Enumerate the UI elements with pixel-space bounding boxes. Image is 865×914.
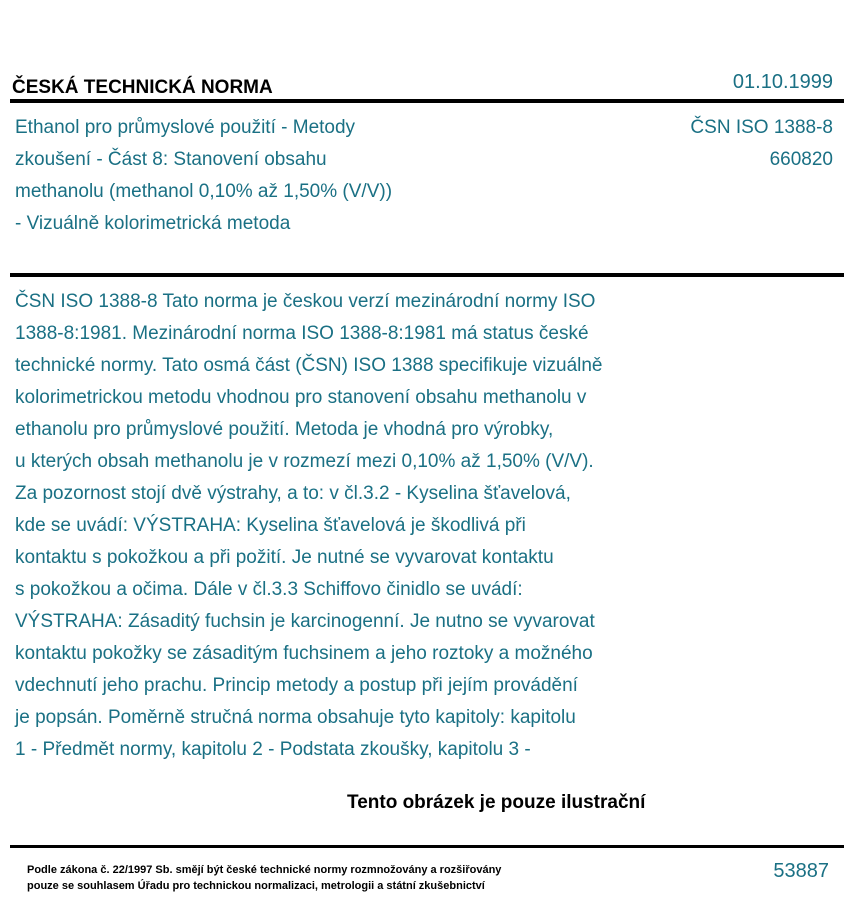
abstract-line: kontaktu pokožky se zásaditým fuchsinem a jeho roztoky a možného	[15, 643, 593, 664]
abstract-line: ČSN ISO 1388-8 Tato norma je českou verzí mezinárodní normy ISO	[15, 291, 596, 312]
abstract-line: kolorimetrickou metodu vhodnou pro stanovení obsahu methanolu v	[15, 387, 587, 408]
abstract-line: Za pozornost stojí dvě výstrahy, a to: v čl.3.2 - Kyselina šťavelová,	[15, 483, 571, 504]
document-header	[10, 70, 843, 100]
abstract-line: kontaktu s pokožkou a při požití. Je nutné se vyvarovat kontaktu	[15, 547, 554, 568]
standard-codes	[690, 112, 833, 176]
publication-date: 01.10.1999	[732, 71, 833, 93]
abstract-line: VÝSTRAHA: Zásaditý fuchsin je karcinogenní. Je nutno se vyvarovat	[15, 611, 595, 632]
abstract-line: 1 - Předmět normy, kapitolu 2 - Podstata zkoušky, kapitolu 3 -	[15, 739, 531, 760]
title-line: zkoušení - Část 8: Stanovení obsahu	[15, 149, 327, 170]
abstract-line: kde se uvádí: VÝSTRAHA: Kyselina šťavelová je škodlivá při	[15, 515, 526, 536]
document-type-heading: ČESKÁ TECHNICKÁ NORMA	[12, 77, 273, 98]
abstract-text	[15, 286, 715, 766]
abstract-line: technické normy. Tato osmá část (ČSN) ISO 1388 specifikuje vizuálně	[15, 355, 603, 376]
title-line: methanolu (methanol 0,10% až 1,50% (V/V))	[15, 181, 393, 202]
document-number: 53887	[773, 860, 829, 882]
abstract-line: vdechnutí jeho prachu. Princip metody a postup při jejím provádění	[15, 675, 578, 696]
abstract-line: u kterých obsah methanolu je v rozmezí mezi 0,10% až 1,50% (V/V).	[15, 451, 594, 472]
abstract-line: 1388-8:1981. Mezinárodní norma ISO 1388-8:1981 má status české	[15, 323, 589, 344]
abstract-line: s pokožkou a očima. Dále v čl.3.3 Schiffovo činidlo se uvádí:	[15, 579, 523, 600]
footer-divider	[10, 845, 844, 848]
abstract-line: je popsán. Poměrně stručná norma obsahuje tyto kapitoly: kapitolu	[15, 707, 576, 728]
abstract-line: ethanolu pro průmyslové použití. Metoda je vhodná pro výrobky,	[15, 419, 554, 440]
title-line: - Vizuálně kolorimetrická metoda	[15, 213, 291, 234]
standard-title	[15, 112, 575, 240]
title-divider	[10, 273, 844, 277]
header-divider	[10, 99, 844, 103]
title-line: Ethanol pro průmyslové použití - Metody	[15, 117, 356, 138]
copyright-line: pouze se souhlasem Úřadu pro technickou normalizaci, metrologii a státní zkušebnictví	[27, 880, 485, 892]
copyright-line: Podle zákona č. 22/1997 Sb. smějí být české technické normy rozmnožovány a rozšiřovány	[27, 864, 502, 876]
classification-number: 660820	[769, 149, 833, 170]
standard-designation: ČSN ISO 1388-8	[690, 117, 833, 138]
copyright-notice	[27, 862, 501, 894]
illustration-notice: Tento obrázek je pouze ilustrační	[347, 792, 646, 813]
